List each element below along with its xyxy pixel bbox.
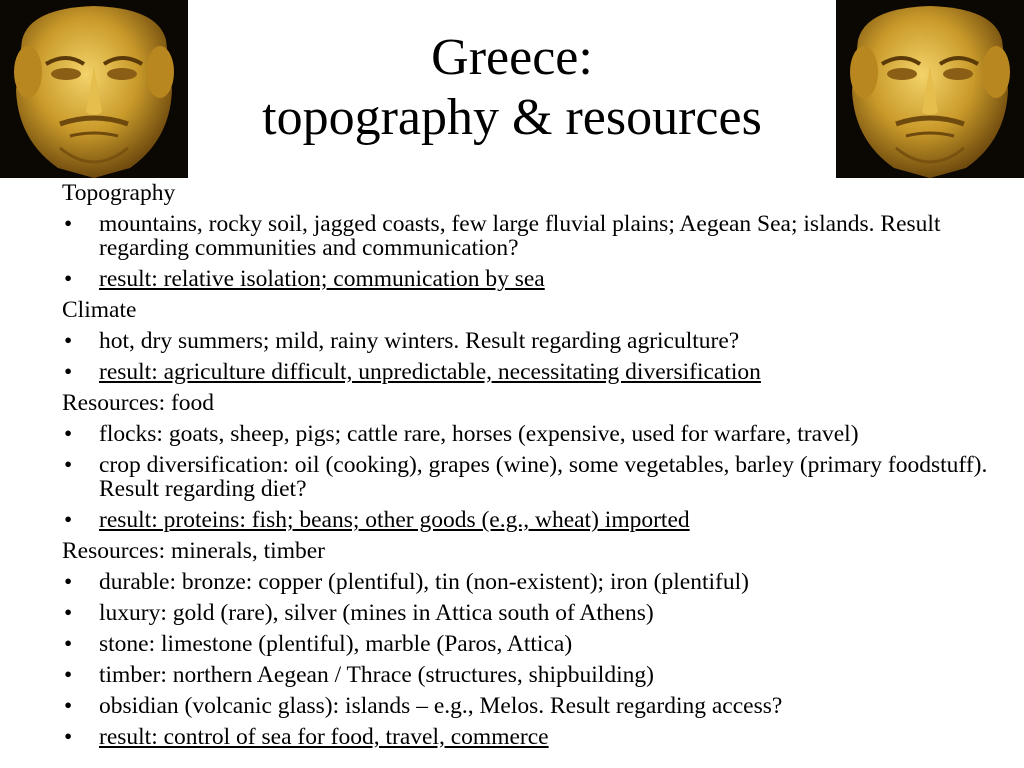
section-heading-topography: Topography	[62, 180, 176, 206]
bullet-icon: •	[64, 452, 73, 478]
bullet-text: durable: bronze: copper (plentiful), tin (non-existent); iron (plentiful)	[99, 569, 749, 595]
bullet-icon: •	[64, 693, 73, 719]
title-line-1: Greece:	[431, 29, 593, 86]
bullet-icon: •	[64, 600, 73, 626]
bullet-icon: •	[64, 359, 73, 385]
bullet-icon: •	[64, 724, 73, 750]
bullet-text: stone: limestone (plentiful), marble (Paros, Attica)	[99, 631, 573, 657]
gold-mask-image-left	[0, 0, 188, 178]
bullet-text: timber: northern Aegean / Thrace (structures, shipbuilding)	[99, 662, 654, 688]
bullet-item	[62, 694, 1017, 718]
bullet-icon: •	[64, 266, 73, 292]
bullet-icon: •	[64, 421, 73, 447]
bullet-item	[62, 601, 1017, 625]
bullet-icon: •	[64, 631, 73, 657]
bullet-text: hot, dry summers; mild, rainy winters. Result regarding agriculture?	[99, 328, 740, 354]
bullet-item	[62, 508, 1017, 532]
bullet-item	[62, 453, 1017, 501]
bullet-item	[62, 422, 1017, 446]
bullet-text-result: result: relative isolation; communication by sea	[99, 266, 545, 292]
slide-content	[62, 181, 1017, 756]
slide-title	[188, 28, 836, 148]
bullet-text-result: result: proteins: fish; beans; other goods (e.g., wheat) imported	[99, 507, 690, 533]
bullet-icon: •	[64, 662, 73, 688]
bullet-text: luxury: gold (rare), silver (mines in Attica south of Athens)	[99, 600, 654, 626]
bullet-text: crop diversification: oil (cooking), grapes (wine), some vegetables, barley (primary foodstuff). Result regarding diet?	[99, 452, 988, 502]
bullet-text-result: result: control of sea for food, travel, commerce	[99, 724, 549, 750]
bullet-item	[62, 725, 1017, 749]
bullet-text: mountains, rocky soil, jagged coasts, few large fluvial plains; Aegean Sea; islands. Result regarding communities and communication?	[99, 211, 941, 261]
bullet-icon: •	[64, 507, 73, 533]
section-heading-food: Resources: food	[62, 390, 215, 416]
bullet-item	[62, 360, 1017, 384]
bullet-text: obsidian (volcanic glass): islands – e.g., Melos. Result regarding access?	[99, 693, 783, 719]
bullet-text-result: result: agriculture difficult, unpredictable, necessitating diversification	[99, 359, 761, 385]
section-heading-climate: Climate	[62, 297, 137, 323]
bullet-item	[62, 212, 1017, 260]
bullet-icon: •	[64, 569, 73, 595]
bullet-item	[62, 570, 1017, 594]
bullet-icon: •	[64, 328, 73, 354]
bullet-item	[62, 329, 1017, 353]
section-heading-minerals: Resources: minerals, timber	[62, 538, 325, 564]
gold-mask-image-right	[836, 0, 1024, 178]
title-line-2: topography & resources	[262, 89, 762, 146]
bullet-text: flocks: goats, sheep, pigs; cattle rare, horses (expensive, used for warfare, travel)	[99, 421, 859, 447]
bullet-item	[62, 267, 1017, 291]
bullet-item	[62, 663, 1017, 687]
bullet-item	[62, 632, 1017, 656]
bullet-icon: •	[64, 211, 73, 237]
